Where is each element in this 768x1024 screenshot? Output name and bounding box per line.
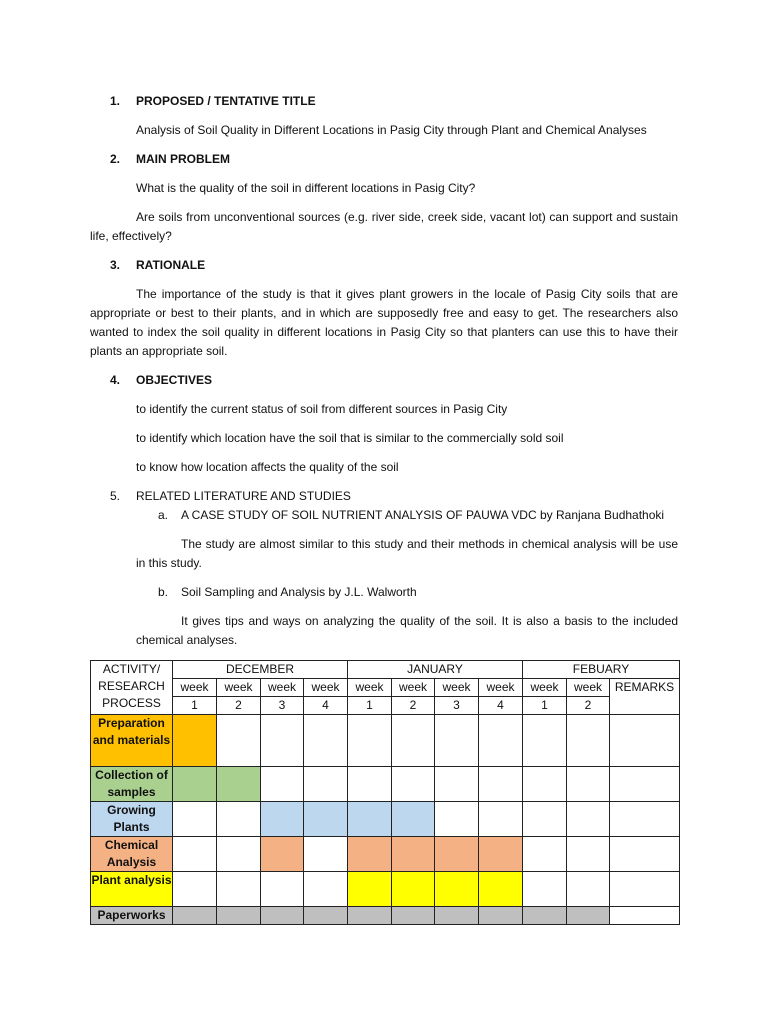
- section-2-number: 2.: [109, 152, 120, 166]
- timeline-cell: [435, 872, 479, 907]
- remarks-cell: [610, 837, 680, 872]
- timeline-cell: [523, 802, 567, 837]
- literature-b-text: It gives tips and ways on analyzing the quality of the soil. It is also a basis to the included chemical analyses.: [136, 614, 678, 647]
- timeline-cell: [435, 907, 479, 925]
- timeline-cell: [261, 767, 304, 802]
- week-number: 2: [217, 697, 261, 715]
- week-number: 1: [523, 697, 567, 715]
- month-header-december: DECEMBER: [173, 661, 348, 679]
- timeline-cell: [567, 872, 610, 907]
- remarks-cell: [610, 907, 680, 925]
- literature-b-letter: b.: [158, 585, 169, 599]
- timeline-cell: [348, 767, 392, 802]
- proposed-title-text: Analysis of Soil Quality in Different Locations in Pasig City through Plant and Chemical Analyses: [136, 123, 647, 137]
- literature-b-title: Soil Sampling and Analysis by J.L. Walworth: [181, 585, 417, 599]
- schedule-corner-header: ACTIVITY/ RESEARCH PROCESS: [91, 661, 173, 715]
- timeline-cell: [261, 907, 304, 925]
- timeline-cell: [392, 767, 435, 802]
- week-header: week: [567, 679, 610, 697]
- timeline-cell: [348, 715, 392, 767]
- timeline-cell: [348, 802, 392, 837]
- week-header: week: [479, 679, 523, 697]
- schedule-row-chemical: [91, 837, 680, 872]
- week-header: week: [435, 679, 479, 697]
- week-number: 4: [479, 697, 523, 715]
- timeline-cell: [173, 802, 217, 837]
- main-problem-question-2: Are soils from unconventional sources (e.g. river side, creek side, vacant lot) can support and sustain life, effectively?: [90, 210, 678, 243]
- timeline-cell: [261, 802, 304, 837]
- timeline-cell: [261, 715, 304, 767]
- schedule-row-collection: [91, 767, 680, 802]
- timeline-cell: [479, 715, 523, 767]
- timeline-cell: [523, 767, 567, 802]
- objective-3: to know how location affects the quality of the soil: [136, 460, 399, 474]
- timeline-cell: [567, 907, 610, 925]
- section-5-number: 5.: [109, 489, 120, 503]
- activity-label: Chemical Analysis: [91, 837, 173, 872]
- week-number: 2: [392, 697, 435, 715]
- timeline-cell: [173, 837, 217, 872]
- remarks-cell: [610, 872, 680, 907]
- timeline-cell: [304, 802, 348, 837]
- activity-label: Growing Plants: [91, 802, 173, 837]
- timeline-cell: [348, 837, 392, 872]
- timeline-cell: [435, 802, 479, 837]
- week-number: 2: [567, 697, 610, 715]
- timeline-cell: [479, 872, 523, 907]
- timeline-cell: [392, 872, 435, 907]
- section-4-number: 4.: [109, 373, 120, 387]
- timeline-cell: [392, 907, 435, 925]
- timeline-cell: [523, 872, 567, 907]
- timeline-cell: [173, 907, 217, 925]
- timeline-cell: [435, 767, 479, 802]
- week-header: week: [523, 679, 567, 697]
- timeline-cell: [261, 872, 304, 907]
- literature-a-title: A CASE STUDY OF SOIL NUTRIENT ANALYSIS OF PAUWA VDC by Ranjana Budhathoki: [181, 508, 665, 522]
- literature-a-letter: a.: [158, 508, 169, 522]
- timeline-cell: [479, 837, 523, 872]
- timeline-cell: [173, 872, 217, 907]
- section-4-heading: OBJECTIVES: [136, 373, 213, 387]
- timeline-cell: [261, 837, 304, 872]
- activity-label: Collection of samples: [91, 767, 173, 802]
- section-3-number: 3.: [109, 258, 120, 272]
- week-number: 4: [304, 697, 348, 715]
- timeline-cell: [479, 767, 523, 802]
- schedule-row-growing: [91, 802, 680, 837]
- activity-label: Preparation and materials: [91, 715, 173, 767]
- week-header: week: [348, 679, 392, 697]
- timeline-cell: [523, 715, 567, 767]
- remarks-cell: [610, 802, 680, 837]
- week-number: 3: [261, 697, 304, 715]
- timeline-cell: [523, 837, 567, 872]
- timeline-cell: [567, 802, 610, 837]
- month-header-january: JANUARY: [348, 661, 523, 679]
- week-header: week: [173, 679, 217, 697]
- schedule-table: [90, 660, 680, 925]
- week-number: 1: [348, 697, 392, 715]
- timeline-cell: [479, 802, 523, 837]
- schedule-row-paperworks: [91, 907, 680, 925]
- timeline-cell: [567, 767, 610, 802]
- timeline-cell: [217, 715, 261, 767]
- section-1-heading: PROPOSED / TENTATIVE TITLE: [136, 94, 316, 108]
- timeline-cell: [479, 907, 523, 925]
- objective-1: to identify the current status of soil from different sources in Pasig City: [136, 402, 508, 416]
- section-3-heading: RATIONALE: [136, 258, 206, 272]
- timeline-cell: [304, 907, 348, 925]
- week-number: 3: [435, 697, 479, 715]
- timeline-cell: [217, 767, 261, 802]
- section-5-heading: RELATED LITERATURE AND STUDIES: [136, 489, 351, 503]
- objective-2: to identify which location have the soil that is similar to the commercially sold soil: [136, 431, 564, 445]
- week-number: 1: [173, 697, 217, 715]
- remarks-cell: [610, 715, 680, 767]
- timeline-cell: [567, 837, 610, 872]
- week-header: week: [304, 679, 348, 697]
- timeline-cell: [348, 872, 392, 907]
- remarks-cell: [610, 767, 680, 802]
- week-header: week: [217, 679, 261, 697]
- schedule-row-preparation: [91, 715, 680, 767]
- timeline-cell: [217, 872, 261, 907]
- timeline-cell: [435, 837, 479, 872]
- week-header: week: [261, 679, 304, 697]
- timeline-cell: [304, 715, 348, 767]
- main-problem-question-1: What is the quality of the soil in different locations in Pasig City?: [136, 181, 476, 195]
- timeline-cell: [173, 767, 217, 802]
- timeline-cell: [173, 715, 217, 767]
- timeline-cell: [435, 715, 479, 767]
- timeline-cell: [392, 802, 435, 837]
- activity-label: Plant analysis: [91, 872, 173, 907]
- remarks-header: REMARKS: [610, 679, 680, 715]
- timeline-cell: [217, 837, 261, 872]
- timeline-cell: [217, 802, 261, 837]
- month-header-february: FEBUARY: [523, 661, 680, 679]
- activity-label: Paperworks: [91, 907, 173, 925]
- literature-a-text: The study are almost similar to this study and their methods in chemical analysis will be use in this study.: [136, 537, 678, 570]
- section-1-number: 1.: [109, 94, 120, 108]
- timeline-cell: [304, 837, 348, 872]
- timeline-cell: [392, 715, 435, 767]
- timeline-cell: [523, 907, 567, 925]
- timeline-cell: [567, 715, 610, 767]
- section-2-heading: MAIN PROBLEM: [136, 152, 230, 166]
- schedule-row-plant-analysis: [91, 872, 680, 907]
- timeline-cell: [348, 907, 392, 925]
- timeline-cell: [304, 872, 348, 907]
- week-header: week: [392, 679, 435, 697]
- timeline-cell: [392, 837, 435, 872]
- rationale-paragraph: The importance of the study is that it gives plant growers in the locale of Pasig City soils that are appropriate or best to their plants, and in which are supposedly free and easy to get. The researchers also wanted to index the soil quality in different locations in Pasig City so that planters can use this to have their plants an appropriate soil.: [90, 287, 678, 358]
- timeline-cell: [304, 767, 348, 802]
- timeline-cell: [217, 907, 261, 925]
